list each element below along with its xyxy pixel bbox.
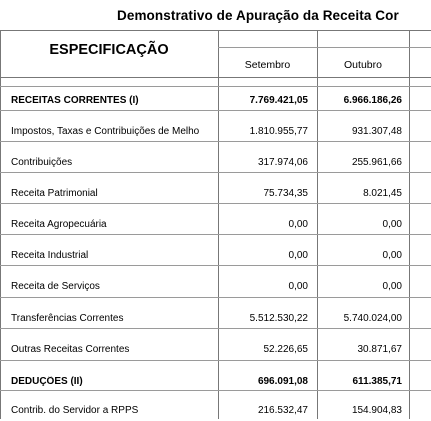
value-september: 696.091,08 (257, 376, 308, 387)
value-october: 154.904,83 (351, 405, 402, 416)
row-label: Receita Agropecuária (11, 219, 107, 230)
row-label: Receita Patrimonial (11, 188, 98, 199)
value-october: 5.740.024,00 (343, 313, 402, 324)
value-october: 30.871,67 (357, 344, 402, 355)
row-divider (0, 86, 431, 87)
row-divider (0, 203, 431, 204)
table-row (0, 313, 431, 329)
row-label: Outras Receitas Correntes (11, 344, 130, 355)
value-september: 0,00 (288, 250, 308, 261)
row-divider (0, 110, 431, 111)
row-label: Contrib. do Servidor a RPPS (11, 405, 139, 416)
row-divider (0, 234, 431, 235)
specification-header: ESPECIFICAÇÃO (49, 42, 169, 58)
value-october: 611.385,71 (352, 376, 402, 387)
table-row (0, 188, 431, 204)
value-september: 0,00 (288, 219, 308, 230)
row-label: Transferências Correntes (11, 313, 124, 324)
row-divider (0, 360, 431, 361)
value-september: 216.532,47 (257, 405, 308, 416)
row-label: Impostos, Taxas e Contribuições de Melho (11, 126, 200, 137)
row-label: Contribuições (11, 157, 73, 168)
value-october: 8.021,45 (363, 188, 402, 199)
value-october: 0,00 (382, 250, 402, 261)
row-divider (0, 297, 431, 298)
table-row (0, 95, 431, 111)
value-september: 1.810.955,77 (249, 126, 308, 137)
value-september: 317.974,06 (257, 157, 308, 168)
value-september: 52.226,65 (263, 344, 308, 355)
month-header-september: Setembro (244, 59, 291, 71)
row-label: Receita Industrial (11, 250, 89, 261)
report-title: Demonstrativo de Apuração da Receita Cor (117, 8, 399, 23)
table-row (0, 126, 431, 142)
row-divider (0, 390, 431, 391)
header-bottom-border (0, 77, 431, 78)
row-divider (0, 265, 431, 266)
row-label: Receita de Serviços (11, 281, 100, 292)
month-header-october: Outubro (344, 59, 382, 71)
value-september: 5.512.530,22 (249, 313, 308, 324)
value-october: 0,00 (382, 281, 402, 292)
value-october: 931.307,48 (351, 126, 402, 137)
header-divider (218, 47, 431, 48)
value-september: 7.769.421,05 (249, 95, 308, 106)
row-divider (0, 328, 431, 329)
table-row (0, 281, 431, 297)
value-october: 0,00 (382, 219, 402, 230)
row-label: RECEITAS CORRENTES (I) (11, 95, 139, 106)
value-september: 0,00 (288, 281, 308, 292)
row-label: DEDUÇÕES (II) (11, 376, 83, 387)
value-october: 255.961,66 (351, 157, 402, 168)
row-divider (0, 141, 431, 142)
table-row (0, 344, 431, 360)
value-september: 75.734,35 (263, 188, 308, 199)
table-row (0, 157, 431, 173)
table-row (0, 219, 431, 235)
value-october: 6.966.186,26 (343, 95, 402, 106)
table-top-border (0, 30, 431, 31)
row-divider (0, 172, 431, 173)
table-row (0, 250, 431, 266)
